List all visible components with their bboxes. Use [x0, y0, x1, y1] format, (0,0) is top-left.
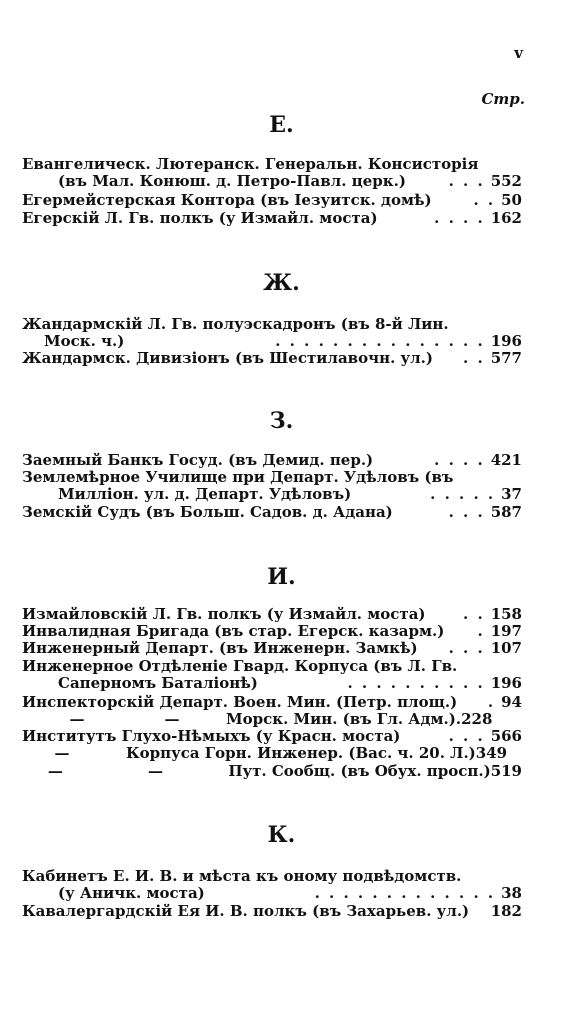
entry-text: Кавалергардскій Ея И. В. полкъ (въ Захарьев. ул.)	[22, 902, 470, 920]
entry-text: Егерскій Л. Гв. полкъ (у Измайл. моста)	[22, 209, 378, 227]
ditto-dash: —	[148, 762, 164, 780]
entry-text: Заемный Банкъ Госуд. (въ Демид. пер.)	[22, 451, 374, 469]
page-ref: 577	[490, 349, 522, 367]
index-entry	[22, 210, 522, 227]
leader-dots: . . . . . . . . . .	[347, 675, 485, 692]
leader-dots: . . .	[448, 504, 485, 521]
entry-text: (у Аничк. моста)	[58, 884, 205, 902]
entry-text: Инженерный Департ. (въ Инженерн. Замкѣ)	[22, 639, 418, 657]
leader-dots: . . . .	[434, 452, 485, 469]
leader-dots: . .	[463, 606, 485, 623]
ditto-dash: —	[47, 762, 63, 780]
section-heading-i: И.	[267, 564, 296, 590]
page-ref: 349	[475, 744, 508, 762]
page-ref: 421	[490, 451, 522, 469]
page-ref: 197	[490, 622, 522, 640]
entry-text: Евангелическ. Лютеранск. Генеральн. Консисторія	[22, 155, 479, 173]
leader-dots: . . . . .	[430, 486, 496, 503]
ditto-dash: —	[54, 744, 70, 762]
entry-text: Жандармск. Дивизіонъ (въ Шестилавочн. ул.)	[22, 349, 434, 367]
page-ref: 228	[461, 710, 493, 728]
page-ref: 196	[490, 674, 522, 692]
entry-text: Институтъ Глухо-Нѣмыхъ (у Красн. моста)	[22, 727, 401, 745]
entry-text: Корпуса Горн. Инженер. (Вас. ч. 20. Л.)	[126, 744, 476, 762]
leader-dots: . .	[473, 192, 496, 209]
entry-text: Землемѣрное Училище при Департ. Удѣловъ (въ	[22, 468, 454, 486]
page-ref: 107	[490, 639, 522, 657]
page-ref: 162	[490, 209, 522, 227]
index-entry	[22, 192, 522, 209]
leader-dots: . .	[463, 350, 485, 367]
index-entry	[22, 728, 522, 745]
leader-dots: . . . .	[434, 210, 485, 227]
section-heading-e: Е.	[269, 112, 294, 138]
entry-text: Жандармскій Л. Гв. полуэскадронъ (въ 8-й Лин.	[22, 315, 449, 333]
page-ref: 519	[490, 762, 522, 780]
entry-text: Инвалидная Бригада (въ стар. Егерск. казарм.)	[22, 622, 445, 640]
page-ref: 37	[501, 485, 522, 503]
index-entry	[22, 745, 522, 762]
entry-text: Инженерное Отдѣленіе Гвард. Корпуса (въ Л. Гв.	[22, 657, 458, 675]
leader-dots: .	[477, 623, 485, 640]
ditto-dash: —	[69, 710, 85, 728]
index-entry	[22, 469, 522, 503]
page-ref: 196	[490, 332, 522, 350]
entry-text: Саперномъ Баталіонѣ)	[58, 674, 258, 692]
page-ref: 182	[490, 902, 522, 920]
entry-text: (въ Мал. Конюш. д. Петро-Павл. церк.)	[58, 172, 406, 190]
page-ref: 566	[490, 727, 522, 745]
entry-text: Егермейстерская Контора (въ Іезуитск. домѣ)	[22, 191, 432, 209]
leader-dots: . . . . . . . . . . . . . . .	[275, 333, 485, 350]
leader-dots: .	[455, 710, 462, 728]
index-entry	[22, 868, 522, 902]
index-entry	[22, 156, 522, 190]
ditto-dash: —	[164, 710, 180, 728]
entry-text: Инспекторскій Департ. Воен. Мин. (Петр. площ.)	[22, 693, 458, 711]
index-entry	[22, 694, 522, 711]
page-ref: 94	[501, 693, 522, 711]
page-number: v	[514, 44, 523, 62]
leader-dots: .	[487, 694, 496, 711]
index-entry	[22, 623, 522, 640]
entry-text: Кабинетъ Е. И. В. и мѣста къ оному подвѣдомств.	[22, 867, 462, 885]
index-entry	[22, 640, 522, 657]
entry-text: Измайловскій Л. Гв. полкъ (у Измайл. моста)	[22, 605, 426, 623]
index-entry	[22, 452, 522, 469]
index-entry	[22, 903, 522, 920]
page-column-label: Стр.	[481, 90, 525, 108]
section-heading-z: З.	[269, 408, 294, 434]
index-entry	[22, 350, 522, 367]
index-entry	[22, 711, 522, 728]
page-ref: 50	[501, 191, 522, 209]
leader-dots: . . .	[448, 173, 485, 190]
leader-dots: . . . . . . . . . . . . .	[314, 885, 496, 902]
page-ref: 38	[501, 884, 522, 902]
leader-dots: . . .	[448, 728, 485, 745]
section-heading-zh: Ж.	[263, 270, 300, 296]
entry-text: Пут. Сообщ. (въ Обух. просп.)	[228, 762, 491, 780]
page-ref: 552	[490, 172, 522, 190]
entry-text: Моск. ч.)	[44, 332, 125, 350]
entry-text: Милліон. ул. д. Департ. Удѣловъ)	[58, 485, 352, 503]
entry-text: Земскій Судъ (въ Больш. Садов. д. Адана)	[22, 503, 393, 521]
index-entry	[22, 316, 522, 350]
index-entry	[22, 606, 522, 623]
index-entry	[22, 763, 522, 780]
index-entry	[22, 658, 522, 692]
page-ref: 587	[490, 503, 522, 521]
index-entry	[22, 504, 522, 521]
section-heading-k: К.	[267, 822, 296, 848]
page-ref: 158	[490, 605, 522, 623]
entry-text: Морск. Мин. (въ Гл. Адм.)	[226, 710, 456, 728]
leader-dots: . . .	[448, 640, 485, 657]
